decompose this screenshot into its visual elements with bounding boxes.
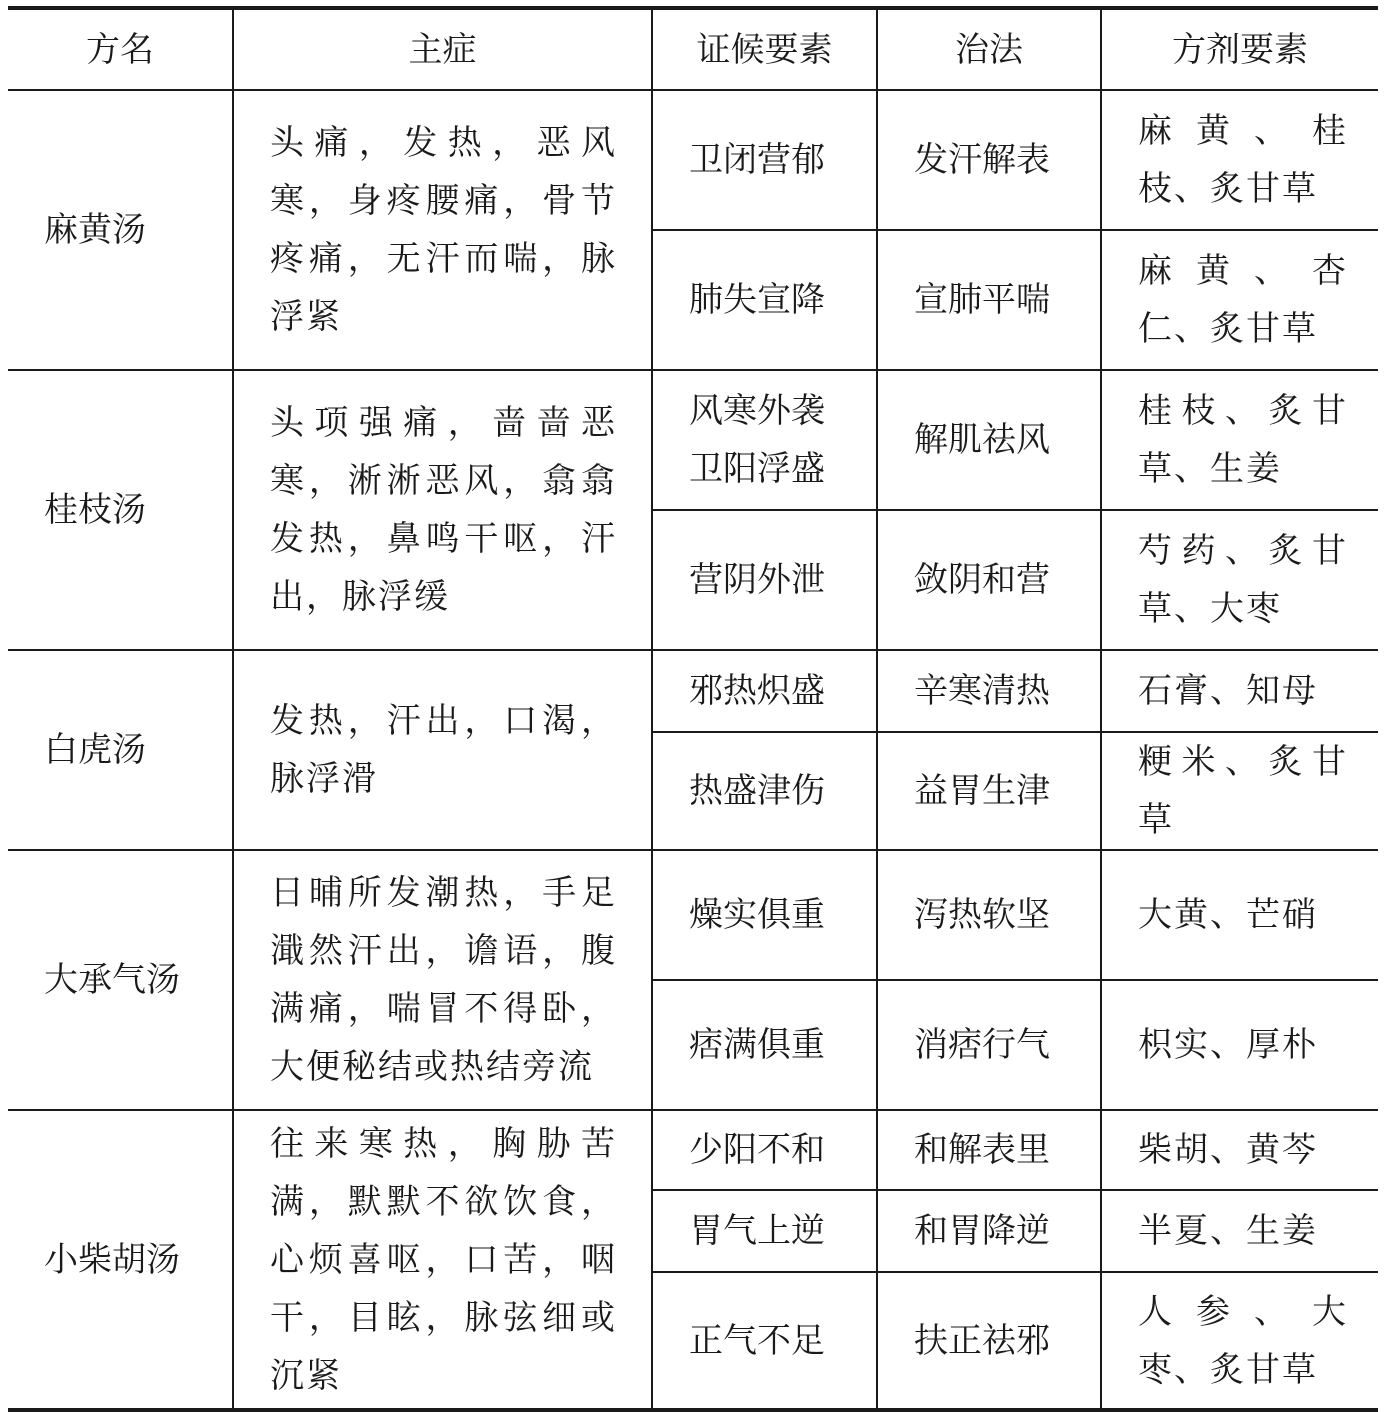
treatment-method: 和解表里: [877, 1110, 1101, 1190]
formula-herbs: 粳米、炙甘草: [1101, 732, 1378, 850]
header-treatment-method: 治法: [877, 8, 1101, 90]
syndrome-element: 胃气上逆: [652, 1190, 877, 1272]
formula-herbs: 人参、大枣、炙甘草: [1101, 1272, 1378, 1410]
syndrome-element: 少阳不和: [652, 1110, 877, 1190]
formula-herbs: 石膏、知母: [1101, 650, 1378, 732]
formula-name: 麻黄汤: [8, 90, 233, 370]
treatment-method: 宣肺平喘: [877, 230, 1101, 370]
main-symptoms: 头项强痛，啬啬恶寒，淅淅恶风，翕翕发热，鼻鸣干呕，汗出，脉浮缓: [233, 370, 652, 650]
table-container: [8, 6, 1378, 1412]
table-row: [8, 1110, 1378, 1190]
formula-herbs: 麻黄、杏仁、炙甘草: [1101, 230, 1378, 370]
formula-table: [8, 6, 1378, 1412]
header-syndrome-elements: 证候要素: [652, 8, 877, 90]
treatment-method: 泻热软坚: [877, 850, 1101, 980]
syndrome-element: 正气不足: [652, 1272, 877, 1410]
treatment-method: 发汗解表: [877, 90, 1101, 230]
header-row: [8, 8, 1378, 90]
formula-herbs: 半夏、生姜: [1101, 1190, 1378, 1272]
syndrome-element: 邪热炽盛: [652, 650, 877, 732]
treatment-method: 辛寒清热: [877, 650, 1101, 732]
main-symptoms: 发热，汗出，口渴，脉浮滑: [233, 650, 652, 850]
syndrome-element: 痞满俱重: [652, 980, 877, 1110]
formula-herbs: 芍药、炙甘草、大枣: [1101, 510, 1378, 650]
syndrome-element: 热盛津伤: [652, 732, 877, 850]
formula-name: 白虎汤: [8, 650, 233, 850]
formula-herbs: 柴胡、黄芩: [1101, 1110, 1378, 1190]
table-row: [8, 850, 1378, 980]
header-formula-elements: 方剂要素: [1101, 8, 1378, 90]
table-header: [8, 8, 1378, 90]
formula-name: 小柴胡汤: [8, 1110, 233, 1410]
header-main-symptoms: 主症: [233, 8, 652, 90]
table-row: [8, 650, 1378, 732]
syndrome-element: 风寒外袭卫阳浮盛: [652, 370, 877, 510]
formula-herbs: 麻黄、桂枝、炙甘草: [1101, 90, 1378, 230]
formula-herbs: 枳实、厚朴: [1101, 980, 1378, 1110]
main-symptoms: 日晡所发潮热，手足濈然汗出，谵语，腹满痛，喘冒不得卧，大便秘结或热结旁流: [233, 850, 652, 1110]
syndrome-element: 肺失宣降: [652, 230, 877, 370]
treatment-method: 解肌祛风: [877, 370, 1101, 510]
table-row: [8, 90, 1378, 230]
syndrome-element: 卫闭营郁: [652, 90, 877, 230]
syndrome-element: 营阴外泄: [652, 510, 877, 650]
header-formula-name: 方名: [8, 8, 233, 90]
treatment-method: 和胃降逆: [877, 1190, 1101, 1272]
treatment-method: 扶正祛邪: [877, 1272, 1101, 1410]
formula-herbs: 桂枝、炙甘草、生姜: [1101, 370, 1378, 510]
formula-name: 桂枝汤: [8, 370, 233, 650]
treatment-method: 益胃生津: [877, 732, 1101, 850]
table-row: [8, 370, 1378, 510]
table-body: [8, 90, 1378, 1410]
syndrome-element: 燥实俱重: [652, 850, 877, 980]
main-symptoms: 往来寒热，胸胁苦满，默默不欲饮食，心烦喜呕，口苦，咽干，目眩，脉弦细或沉紧: [233, 1110, 652, 1410]
formula-name: 大承气汤: [8, 850, 233, 1110]
formula-herbs: 大黄、芒硝: [1101, 850, 1378, 980]
main-symptoms: 头痛，发热，恶风寒，身疼腰痛，骨节疼痛，无汗而喘，脉浮紧: [233, 90, 652, 370]
treatment-method: 敛阴和营: [877, 510, 1101, 650]
treatment-method: 消痞行气: [877, 980, 1101, 1110]
